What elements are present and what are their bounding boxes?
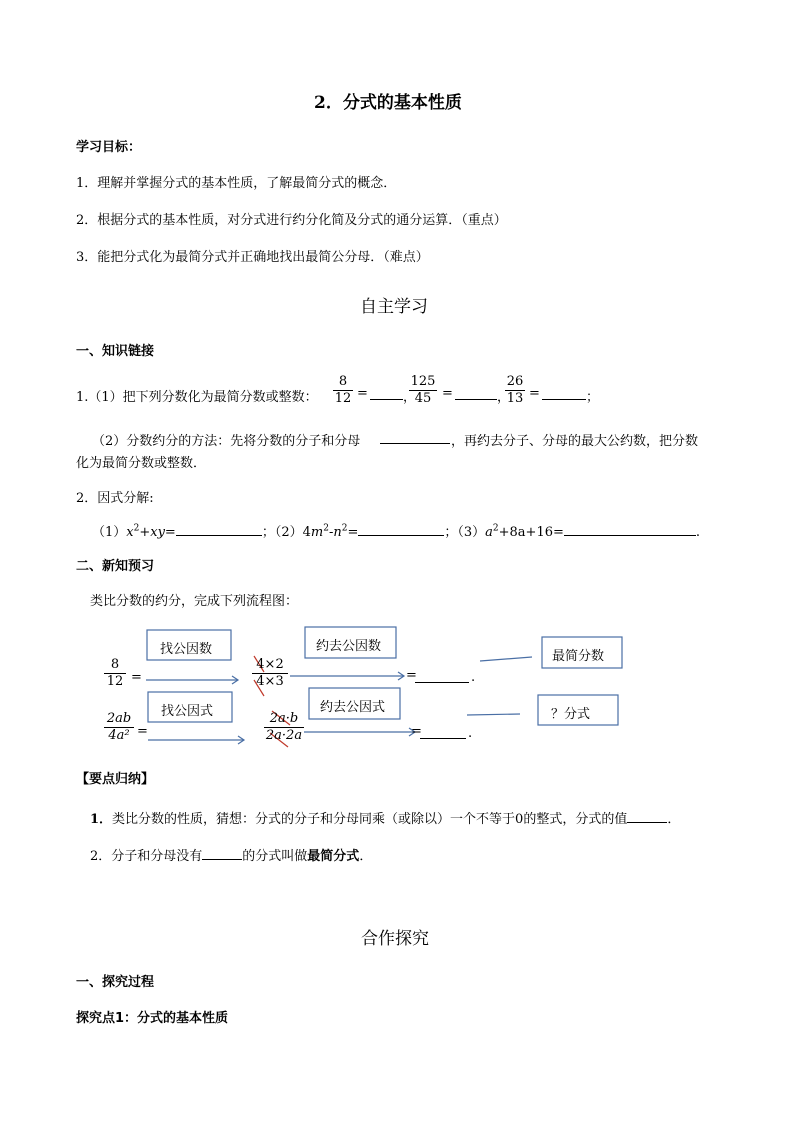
summary-number: 1．	[90, 812, 113, 827]
answer-blank[interactable]	[455, 387, 497, 400]
goal-item-1: 1．理解并掌握分式的基本性质，了解最简分式的概念．	[76, 176, 397, 191]
equals-sign: =	[347, 525, 359, 540]
preview-heading: 二、新知预习	[76, 559, 155, 574]
answer-blank[interactable]	[627, 809, 667, 823]
fraction-numerator: 8	[338, 374, 348, 389]
exercise-label: （1）	[92, 525, 127, 540]
box-label-simplest-fraction: 最简分数	[552, 649, 605, 664]
section-title-cooperation: 合作探究	[361, 929, 429, 949]
equals-sign: =	[529, 386, 540, 401]
fraction-denominator: 12	[334, 391, 352, 406]
summary-text: 2．分子和分母没有	[90, 849, 203, 864]
q2-heading: 2．因式分解:	[76, 491, 154, 506]
equals-sign: =	[411, 724, 422, 739]
fraction-denominator: 13	[506, 391, 524, 406]
summary-end: ．	[359, 849, 373, 864]
section-title-self-study: 自主学习	[360, 297, 428, 317]
summary-point-1	[90, 808, 680, 827]
flow-fraction-2ab-4a2	[104, 711, 134, 744]
exponent: 2	[323, 523, 329, 534]
preview-intro: 类比分数的约分，完成下列流程图：	[90, 594, 299, 609]
page-title: 2．分式的基本性质	[314, 93, 462, 113]
fraction-denominator: 4a²	[108, 728, 130, 743]
expr-rest: +8a+16=	[498, 525, 564, 540]
answer-blank[interactable]	[380, 431, 450, 444]
equals-sign: =	[442, 386, 453, 401]
flow-fraction-8-12	[104, 657, 126, 690]
box-label-find-factor: 找公因数	[160, 642, 213, 657]
fraction-denominator: 45	[414, 391, 432, 406]
fraction-26-13	[505, 374, 525, 407]
fraction-numerator: 8	[110, 657, 120, 672]
comma: ，	[497, 390, 511, 405]
period: .	[468, 726, 473, 741]
box-label-question-fraction: ？分式	[551, 707, 591, 722]
fraction-denominator: 4×3	[256, 674, 284, 689]
goals-heading: 学习目标：	[76, 140, 142, 155]
fraction-denominator: 2a·2a	[265, 728, 303, 743]
answer-blank[interactable]	[542, 387, 586, 400]
knowledge-heading: 一、知识链接	[76, 344, 155, 359]
equals-sign: =	[406, 668, 417, 683]
q1b-text-line2: 化为最简分数或整数．	[76, 456, 207, 471]
semicolon: ；	[586, 390, 600, 405]
equals-sign: =	[137, 724, 148, 739]
answer-blank[interactable]	[370, 387, 403, 400]
expr-rest: +xy=	[139, 525, 176, 540]
goal-item-2: 2．根据分式的基本性质，对分式进行约分化简及分式的通分运算．（重点）	[76, 213, 507, 228]
explore-heading: 一、探究过程	[76, 975, 155, 990]
connector-line	[467, 714, 520, 715]
factor-exercises	[92, 521, 700, 540]
fraction-8-12	[333, 374, 353, 407]
answer-blank[interactable]	[415, 670, 469, 683]
summary-end: ．	[667, 812, 681, 827]
box-label-cancel-common-expr: 约去公因式	[320, 700, 386, 715]
q1b-text-part2: ，再约去分子、分母的最大公约数，把分数	[451, 434, 699, 449]
answer-blank[interactable]	[564, 522, 696, 536]
equals-sign: =	[131, 670, 142, 685]
comma: ，	[403, 390, 417, 405]
summary-point-2	[90, 845, 372, 864]
fraction-numerator: 2a·b	[269, 711, 299, 726]
var-m: m	[310, 525, 324, 540]
answer-blank[interactable]	[202, 846, 242, 860]
answer-blank[interactable]	[420, 726, 466, 739]
exponent: 2	[341, 523, 348, 534]
equals-sign: =	[357, 386, 368, 401]
exponent: 2	[133, 523, 140, 534]
var-a: a	[485, 525, 493, 540]
period: .	[695, 525, 701, 540]
flow-fraction-2ab-2a2a	[264, 711, 304, 744]
term-simplest-fraction: 最简分式	[307, 849, 360, 864]
answer-blank[interactable]	[358, 522, 444, 536]
q1b-text-part1: （2）分数约分的方法：先将分数的分子和分母	[92, 434, 361, 449]
fraction-numerator: 26	[506, 374, 524, 389]
box-label-cancel-factor: 约去公因数	[316, 639, 382, 654]
q1-prefix: 1.（1）把下列分数化为最简分数或整数：	[76, 390, 318, 405]
exercise-label: ；（3）	[444, 525, 486, 540]
explore-point: 探究点1：分式的基本性质	[76, 1011, 229, 1026]
fraction-125-45	[409, 374, 437, 407]
minus-sign: -	[328, 525, 334, 540]
summary-text: 类比分数的性质，猜想：分式的分子和分母同乘（或除以）一个不等于0的整式，分式的值	[112, 812, 628, 827]
summary-heading: 【要点归纳】	[76, 772, 155, 787]
var-x: x	[126, 525, 134, 540]
exponent: 2	[492, 523, 499, 534]
var-n: n	[333, 525, 342, 540]
fraction-numerator: 2ab	[106, 711, 132, 726]
exercise-label: ；（2）4	[261, 525, 311, 540]
answer-blank[interactable]	[176, 522, 262, 536]
period: .	[471, 670, 476, 685]
flow-fraction-4x2-4x3	[252, 657, 288, 690]
fraction-denominator: 12	[106, 674, 124, 689]
box-label-find-common-expr: 找公因式	[161, 704, 214, 719]
fraction-numerator: 4×2	[256, 657, 284, 672]
goal-item-3: 3．能把分式化为最简分式并正确地找出最简公分母．（难点）	[76, 250, 429, 265]
connector-line	[480, 657, 532, 661]
fraction-numerator: 125	[410, 374, 436, 389]
summary-text: 的分式叫做	[242, 849, 308, 864]
